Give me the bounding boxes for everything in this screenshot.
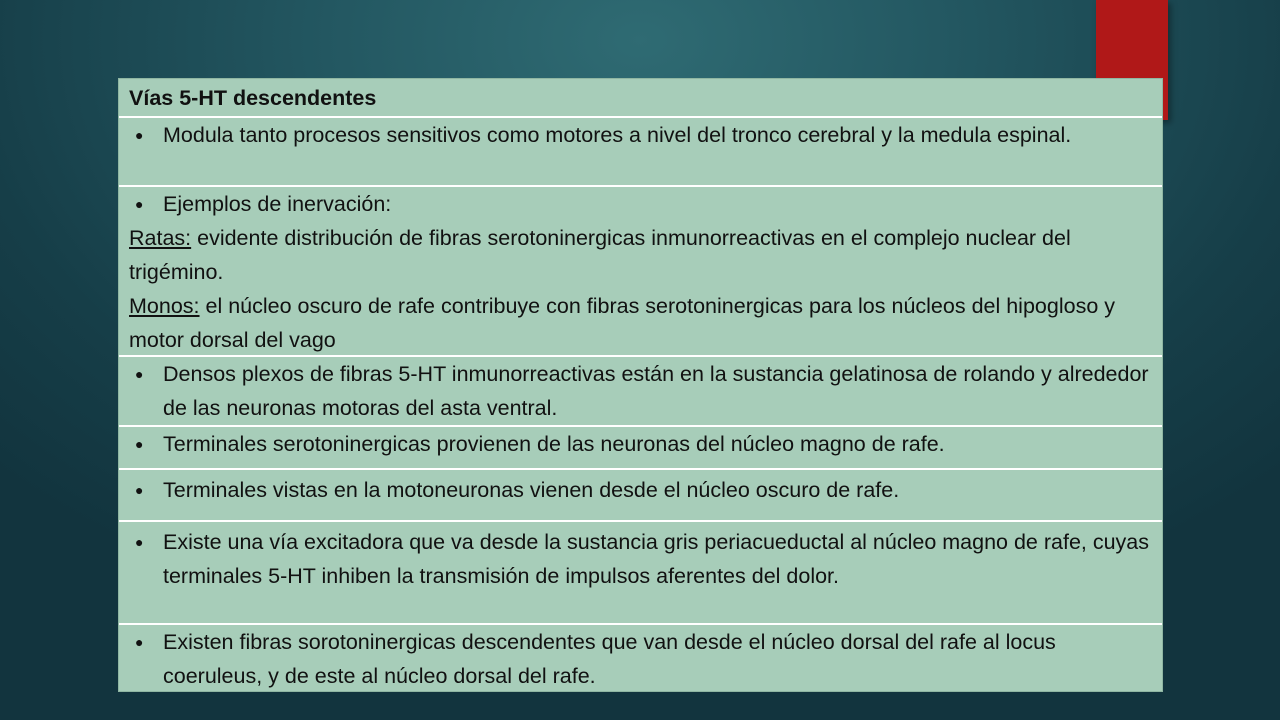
row-text: Existen fibras sorotoninergicas descendentes que van desde el núcleo dorsal del rafe al locus coeruleus, y de este al núcleo dorsal del rafe. — [163, 630, 1056, 688]
table-row — [119, 522, 1162, 625]
monos-text: el núcleo oscuro de rafe contribuye con fibras serotoninergicas para los núcleos del hipogloso y motor dorsal del vago — [129, 294, 1115, 352]
table-row — [119, 427, 1162, 470]
table-row — [119, 357, 1162, 427]
bullet-icon: ● — [135, 634, 144, 650]
bullet-icon: ● — [135, 127, 144, 143]
monos-label: Monos: — [129, 294, 200, 318]
ratas-label: Ratas: — [129, 226, 192, 250]
ratas-paragraph — [119, 221, 1162, 289]
bullet-icon: ● — [135, 366, 144, 382]
table-row — [119, 470, 1162, 522]
table-row — [119, 187, 1162, 357]
bullet-icon: ● — [135, 482, 144, 498]
content-table — [118, 78, 1163, 692]
table-row — [119, 625, 1162, 693]
row-text: Modula tanto procesos sensitivos como motores a nivel del tronco cerebral y la medula espinal. — [163, 123, 1072, 147]
monos-paragraph — [119, 289, 1162, 357]
bullet-icon: ● — [135, 534, 144, 550]
row-text: Densos plexos de fibras 5-HT inmunorreactivas están en la sustancia gelatinosa de rolando y alrededor de las neuronas motoras del asta ventral. — [163, 362, 1149, 420]
row-text: Ejemplos de inervación: — [163, 192, 392, 216]
row-text: Existe una vía excitadora que va desde la sustancia gris periacueductal al núcleo magno de rafe, cuyas terminales 5-HT inhiben la transmisión de impulsos aferentes del dolor. — [163, 530, 1150, 588]
row-text: Terminales vistas en la motoneuronas vienen desde el núcleo oscuro de rafe. — [163, 478, 900, 502]
bullet-icon: ● — [135, 436, 144, 452]
table-header-row — [119, 79, 1162, 118]
table-row — [119, 118, 1162, 187]
table-header: Vías 5-HT descendentes — [129, 86, 377, 110]
row-text: Terminales serotoninergicas provienen de las neuronas del núcleo magno de rafe. — [163, 432, 945, 456]
ratas-text: evidente distribución de fibras serotoninergicas inmunorreactivas en el complejo nuclear del trigémino. — [129, 226, 1071, 284]
bullet-icon: ● — [135, 196, 144, 212]
